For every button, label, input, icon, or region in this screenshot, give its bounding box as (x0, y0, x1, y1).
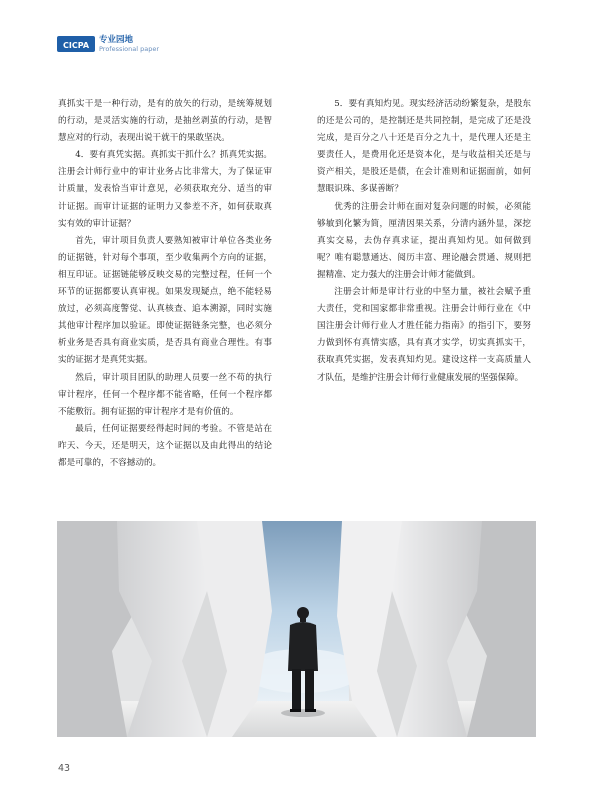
paragraph: 优秀的注册会计师在面对复杂问题的时候，必须能够敏到化繁为简，厘清因果关系，分清内涵外显，深挖真实交易，去伪存真求证，提出真知灼见。如何做到呢？唯有聪慧通达、阅历丰富、理论融会贯通、规则把握精准、定力强大的注册会计师才能做到。 (317, 201, 531, 280)
illustration-photo (57, 521, 536, 737)
cicpa-logo-icon (57, 34, 95, 54)
page-header (57, 32, 159, 56)
paragraph: 4．要有真凭实据。真抓实干抓什么？抓真凭实据。注册会计师行业中的审计业务占比非常大，为了保证审计质量，发表恰当审计意见，必须获取充分、适当的审计证据。而审计证据的证明力又参差不齐，如何获取真实有效的审计证据？ (58, 150, 272, 229)
paragraph: 注册会计师是审计行业的中坚力量，被社会赋予重大责任，党和国家都非常重视。注册会计师行业在《中国注册会计师行业人才胜任能力指南》的指引下，要努力做到怀有真情实感，具有真才实学，切实真抓实干，获取真凭实据，发表真知灼见。建设这样一支高质量人才队伍，是维护注册会计师行业健康发展的坚强保障。 (317, 287, 531, 383)
right-text-column (317, 96, 531, 387)
paragraph: 5．要有真知灼见。现实经济活动纷繁复杂，是股东的还是公司的，是控制还是共同控制，是完成了还是没完成，是百分之八十还是百分之九十，是代理人还是主要责任人，是费用化还是资本化，是与收益相关还是与资产相关，是股还是债，在会计准则和证据面前，如何慧眼识珠、多谋善断？ (317, 99, 531, 195)
svg-text:CICPA: CICPA (62, 41, 90, 50)
header-title-en: Professional paper (99, 44, 160, 53)
paragraph: 真抓实干是一种行动，是有的放矢的行动，是统筹规划的行动，是灵活实施的行动，是抽丝剥茧的行动，是智慧应对的行动，表现出说干就干的果敢坚决。 (58, 99, 272, 144)
left-text-column (58, 96, 272, 472)
header-title-cn: 专业园地 (99, 34, 134, 45)
page-number: 43 (58, 763, 71, 774)
paragraph: 首先，审计项目负责人要熟知被审计单位各类业务的证据链，针对每个事项，至少收集两个方向的证据，相互印证。证据链能够反映交易的完整过程，任何一个环节的证据都要认真审视。如果发现疑点，绝不能轻易放过，必须高度警觉、认真核查、追本溯源，同时实施其他审计程序加以验证。即使证据链条完整，也必须分析业务是否具有商业实质，是否具有商业合理性。有事实的证据才是真凭实据。 (58, 235, 272, 366)
man-in-suit-between-walls-illustration (57, 521, 536, 737)
paragraph: 最后，任何证据要经得起时间的考验。不管是站在昨天、今天，还是明天，这个证据以及由此得出的结论都是可靠的，不容撼动的。 (58, 423, 272, 468)
paragraph: 然后，审计项目团队的助理人员要一丝不苟的执行审计程序，任何一个程序都不能省略，任何一个程序都不能敷衍。拥有证据的审计程序才是有价值的。 (58, 372, 272, 417)
header-title-block (99, 35, 159, 54)
